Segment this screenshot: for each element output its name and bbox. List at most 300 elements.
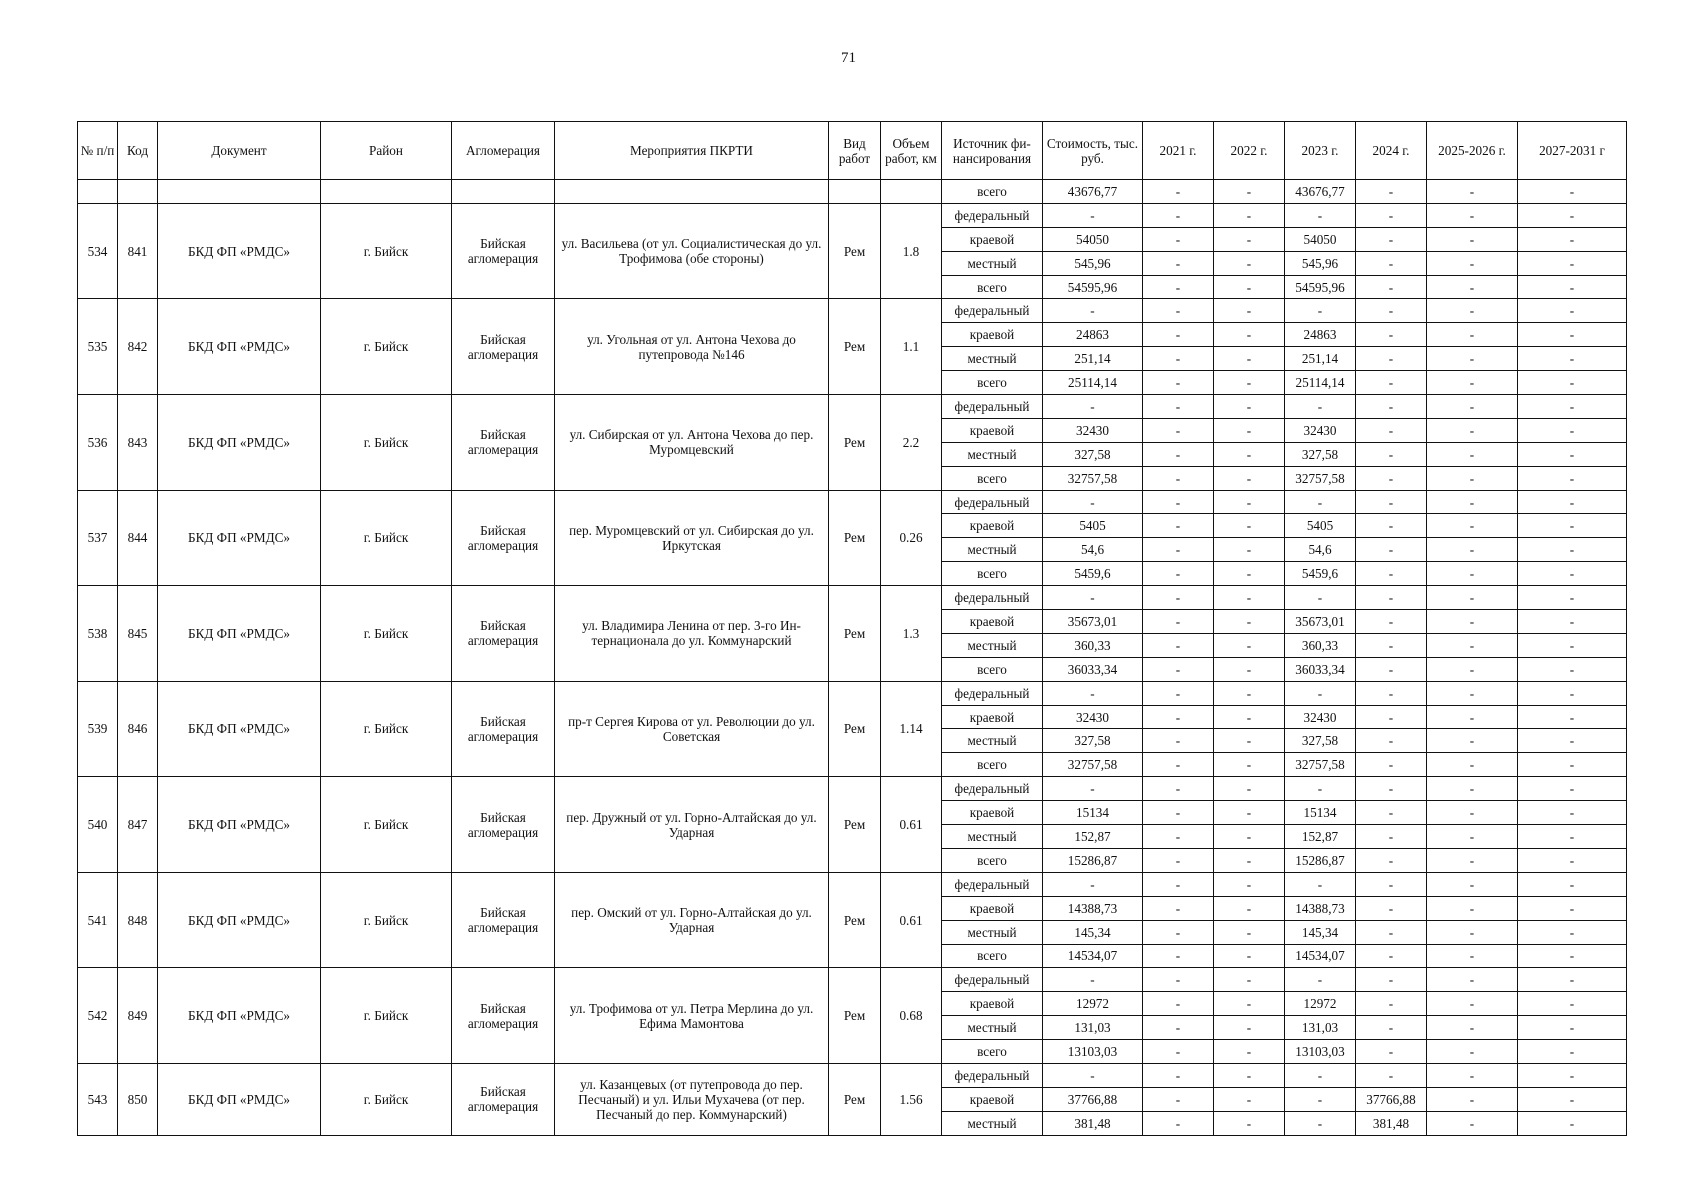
- value-cell: -: [1518, 514, 1627, 538]
- value-cell: -: [1518, 681, 1627, 705]
- funding-source-cell: местный: [942, 442, 1043, 466]
- project-work-type: Рем: [829, 872, 881, 968]
- header-cell: Вид работ: [829, 122, 881, 180]
- value-cell: -: [1427, 753, 1518, 777]
- project-agglomeration: Бийская агломерация: [452, 586, 555, 682]
- header-cell: № п/п: [78, 122, 118, 180]
- value-cell: -: [1143, 633, 1214, 657]
- value-cell: 54050: [1285, 227, 1356, 251]
- value-cell: 32430: [1285, 418, 1356, 442]
- value-cell: -: [1427, 251, 1518, 275]
- value-cell: -: [1143, 299, 1214, 323]
- value-cell: -: [1285, 1063, 1356, 1087]
- value-cell: -: [1043, 490, 1143, 514]
- project-number: 541: [78, 872, 118, 968]
- value-cell: -: [1143, 1087, 1214, 1111]
- project-agglomeration: Бийская агломерация: [452, 203, 555, 299]
- funding-source-cell: федеральный: [942, 395, 1043, 419]
- table-row: [78, 872, 1627, 896]
- value-cell: -: [1285, 968, 1356, 992]
- project-event: пер. Омский от ул. Горно-Алтайская до ул. Ударная: [555, 872, 829, 968]
- header-cell: Стоимость, тыс. руб.: [1043, 122, 1143, 180]
- value-cell: -: [1214, 657, 1285, 681]
- value-cell: 327,58: [1043, 729, 1143, 753]
- value-cell: -: [1427, 848, 1518, 872]
- value-cell: -: [1356, 466, 1427, 490]
- funding-source-cell: всего: [942, 562, 1043, 586]
- value-cell: 43676,77: [1043, 180, 1143, 204]
- investment-table: [77, 121, 1627, 1136]
- value-cell: -: [1518, 633, 1627, 657]
- empty-cell: [829, 180, 881, 204]
- empty-cell: [881, 180, 942, 204]
- value-cell: -: [1518, 347, 1627, 371]
- funding-source-cell: федеральный: [942, 203, 1043, 227]
- value-cell: 14534,07: [1285, 944, 1356, 968]
- value-cell: -: [1043, 203, 1143, 227]
- funding-source-cell: местный: [942, 347, 1043, 371]
- value-cell: -: [1356, 1016, 1427, 1040]
- project-document: БКД ФП «РМДС»: [158, 490, 321, 586]
- value-cell: -: [1143, 418, 1214, 442]
- header-cell: Агломерация: [452, 122, 555, 180]
- value-cell: -: [1143, 1111, 1214, 1135]
- value-cell: -: [1143, 896, 1214, 920]
- value-cell: 25114,14: [1285, 371, 1356, 395]
- value-cell: -: [1427, 1063, 1518, 1087]
- value-cell: -: [1214, 968, 1285, 992]
- value-cell: -: [1143, 323, 1214, 347]
- value-cell: -: [1214, 442, 1285, 466]
- value-cell: -: [1143, 203, 1214, 227]
- value-cell: -: [1214, 896, 1285, 920]
- project-code: 843: [118, 395, 158, 491]
- value-cell: -: [1427, 180, 1518, 204]
- value-cell: -: [1356, 610, 1427, 634]
- value-cell: -: [1214, 227, 1285, 251]
- project-event: пер. Дружный от ул. Горно-Алтайская до ул. Ударная: [555, 777, 829, 873]
- value-cell: -: [1143, 992, 1214, 1016]
- value-cell: -: [1356, 657, 1427, 681]
- value-cell: -: [1143, 227, 1214, 251]
- funding-source-cell: федеральный: [942, 968, 1043, 992]
- funding-source-cell: местный: [942, 825, 1043, 849]
- value-cell: -: [1518, 371, 1627, 395]
- empty-cell: [452, 180, 555, 204]
- value-cell: -: [1043, 395, 1143, 419]
- value-cell: -: [1214, 825, 1285, 849]
- project-code: 846: [118, 681, 158, 777]
- value-cell: -: [1285, 203, 1356, 227]
- value-cell: 25114,14: [1043, 371, 1143, 395]
- value-cell: 14388,73: [1043, 896, 1143, 920]
- value-cell: 37766,88: [1356, 1087, 1427, 1111]
- funding-source-cell: федеральный: [942, 586, 1043, 610]
- table-row: [78, 299, 1627, 323]
- header-cell: 2022 г.: [1214, 122, 1285, 180]
- value-cell: -: [1356, 992, 1427, 1016]
- project-volume: 1.56: [881, 1063, 942, 1135]
- value-cell: 36033,34: [1285, 657, 1356, 681]
- value-cell: -: [1214, 1087, 1285, 1111]
- project-district: г. Бийск: [321, 777, 452, 873]
- project-agglomeration: Бийская агломерация: [452, 1063, 555, 1135]
- value-cell: -: [1356, 729, 1427, 753]
- value-cell: 32757,58: [1285, 466, 1356, 490]
- value-cell: -: [1427, 586, 1518, 610]
- funding-source-cell: краевой: [942, 323, 1043, 347]
- funding-source-cell: местный: [942, 538, 1043, 562]
- project-agglomeration: Бийская агломерация: [452, 299, 555, 395]
- table-row: [78, 586, 1627, 610]
- table-row-continuation: [78, 180, 1627, 204]
- header-cell: Документ: [158, 122, 321, 180]
- value-cell: -: [1427, 1111, 1518, 1135]
- value-cell: -: [1427, 299, 1518, 323]
- header-cell: Объем работ, км: [881, 122, 942, 180]
- value-cell: -: [1518, 848, 1627, 872]
- value-cell: 545,96: [1285, 251, 1356, 275]
- funding-source-cell: местный: [942, 920, 1043, 944]
- project-volume: 1.1: [881, 299, 942, 395]
- value-cell: -: [1518, 729, 1627, 753]
- value-cell: -: [1143, 371, 1214, 395]
- project-document: БКД ФП «РМДС»: [158, 395, 321, 491]
- value-cell: -: [1518, 562, 1627, 586]
- value-cell: 381,48: [1356, 1111, 1427, 1135]
- value-cell: -: [1143, 657, 1214, 681]
- value-cell: -: [1518, 323, 1627, 347]
- value-cell: -: [1427, 227, 1518, 251]
- project-code: 845: [118, 586, 158, 682]
- value-cell: 251,14: [1043, 347, 1143, 371]
- funding-source-cell: федеральный: [942, 777, 1043, 801]
- value-cell: -: [1518, 968, 1627, 992]
- value-cell: 14388,73: [1285, 896, 1356, 920]
- value-cell: -: [1427, 562, 1518, 586]
- value-cell: 14534,07: [1043, 944, 1143, 968]
- value-cell: -: [1427, 1016, 1518, 1040]
- value-cell: -: [1143, 920, 1214, 944]
- value-cell: -: [1518, 251, 1627, 275]
- value-cell: 15286,87: [1043, 848, 1143, 872]
- project-district: г. Бийск: [321, 586, 452, 682]
- value-cell: 36033,34: [1043, 657, 1143, 681]
- value-cell: -: [1356, 180, 1427, 204]
- value-cell: -: [1214, 466, 1285, 490]
- value-cell: -: [1518, 753, 1627, 777]
- project-agglomeration: Бийская агломерация: [452, 968, 555, 1064]
- funding-source-cell: краевой: [942, 896, 1043, 920]
- empty-cell: [158, 180, 321, 204]
- funding-source-cell: федеральный: [942, 490, 1043, 514]
- value-cell: 24863: [1285, 323, 1356, 347]
- value-cell: -: [1427, 347, 1518, 371]
- project-volume: 0.61: [881, 872, 942, 968]
- header-cell: 2024 г.: [1356, 122, 1427, 180]
- table-row: [78, 490, 1627, 514]
- value-cell: -: [1356, 227, 1427, 251]
- value-cell: -: [1214, 681, 1285, 705]
- value-cell: 32430: [1285, 705, 1356, 729]
- value-cell: 131,03: [1285, 1016, 1356, 1040]
- project-work-type: Рем: [829, 777, 881, 873]
- funding-source-cell: краевой: [942, 705, 1043, 729]
- value-cell: -: [1285, 490, 1356, 514]
- value-cell: -: [1214, 872, 1285, 896]
- value-cell: -: [1427, 203, 1518, 227]
- value-cell: -: [1214, 1063, 1285, 1087]
- value-cell: 152,87: [1043, 825, 1143, 849]
- value-cell: 15134: [1043, 801, 1143, 825]
- value-cell: -: [1143, 251, 1214, 275]
- value-cell: -: [1518, 1016, 1627, 1040]
- value-cell: -: [1143, 442, 1214, 466]
- value-cell: -: [1518, 657, 1627, 681]
- project-volume: 1.14: [881, 681, 942, 777]
- value-cell: -: [1427, 442, 1518, 466]
- value-cell: -: [1214, 395, 1285, 419]
- value-cell: -: [1214, 705, 1285, 729]
- project-event: пр-т Сергея Кирова от ул. Революции до ул. Советская: [555, 681, 829, 777]
- project-district: г. Бийск: [321, 299, 452, 395]
- funding-source-cell: местный: [942, 1111, 1043, 1135]
- project-volume: 1.3: [881, 586, 942, 682]
- project-district: г. Бийск: [321, 1063, 452, 1135]
- funding-source-cell: краевой: [942, 992, 1043, 1016]
- value-cell: -: [1427, 968, 1518, 992]
- value-cell: -: [1285, 777, 1356, 801]
- project-work-type: Рем: [829, 490, 881, 586]
- value-cell: -: [1356, 896, 1427, 920]
- value-cell: -: [1356, 920, 1427, 944]
- value-cell: -: [1427, 729, 1518, 753]
- value-cell: -: [1143, 180, 1214, 204]
- project-document: БКД ФП «РМДС»: [158, 968, 321, 1064]
- funding-source-cell: местный: [942, 633, 1043, 657]
- value-cell: -: [1043, 681, 1143, 705]
- header-cell: Мероприятия ПКРТИ: [555, 122, 829, 180]
- value-cell: -: [1356, 275, 1427, 299]
- value-cell: -: [1427, 490, 1518, 514]
- project-number: 542: [78, 968, 118, 1064]
- page-number: 71: [841, 50, 856, 66]
- project-event: ул. Угольная от ул. Антона Чехова до путепровода №146: [555, 299, 829, 395]
- value-cell: -: [1518, 801, 1627, 825]
- header-row: [78, 122, 1627, 180]
- table-body: [78, 180, 1627, 1136]
- project-agglomeration: Бийская агломерация: [452, 490, 555, 586]
- value-cell: -: [1518, 275, 1627, 299]
- value-cell: -: [1427, 705, 1518, 729]
- value-cell: -: [1285, 395, 1356, 419]
- value-cell: -: [1518, 944, 1627, 968]
- value-cell: -: [1518, 992, 1627, 1016]
- value-cell: -: [1427, 681, 1518, 705]
- funding-source-cell: федеральный: [942, 1063, 1043, 1087]
- value-cell: 54,6: [1043, 538, 1143, 562]
- value-cell: -: [1356, 1040, 1427, 1064]
- project-district: г. Бийск: [321, 203, 452, 299]
- funding-source-cell: федеральный: [942, 681, 1043, 705]
- value-cell: -: [1518, 466, 1627, 490]
- value-cell: 54050: [1043, 227, 1143, 251]
- project-code: 848: [118, 872, 158, 968]
- value-cell: -: [1356, 442, 1427, 466]
- value-cell: -: [1143, 777, 1214, 801]
- value-cell: -: [1518, 1111, 1627, 1135]
- value-cell: -: [1043, 1063, 1143, 1087]
- project-event: ул. Казанцевых (от путепровода до пер. Песчаный) и ул. Ильи Мухачева (от пер. Песчаный до пер. Коммунарский): [555, 1063, 829, 1135]
- value-cell: -: [1214, 371, 1285, 395]
- value-cell: -: [1043, 299, 1143, 323]
- value-cell: -: [1214, 1040, 1285, 1064]
- project-work-type: Рем: [829, 1063, 881, 1135]
- value-cell: 54595,96: [1043, 275, 1143, 299]
- value-cell: -: [1427, 920, 1518, 944]
- value-cell: -: [1285, 1087, 1356, 1111]
- value-cell: -: [1518, 538, 1627, 562]
- value-cell: -: [1356, 514, 1427, 538]
- value-cell: 327,58: [1285, 442, 1356, 466]
- value-cell: -: [1356, 299, 1427, 323]
- funding-source-cell: местный: [942, 1016, 1043, 1040]
- project-event: ул. Трофимова от ул. Петра Мерлина до ул. Ефима Мамонтова: [555, 968, 829, 1064]
- value-cell: -: [1518, 777, 1627, 801]
- project-district: г. Бийск: [321, 395, 452, 491]
- value-cell: 12972: [1285, 992, 1356, 1016]
- value-cell: -: [1427, 633, 1518, 657]
- value-cell: -: [1427, 992, 1518, 1016]
- project-code: 850: [118, 1063, 158, 1135]
- value-cell: -: [1427, 371, 1518, 395]
- value-cell: -: [1143, 1016, 1214, 1040]
- value-cell: -: [1143, 347, 1214, 371]
- funding-source-cell: краевой: [942, 1087, 1043, 1111]
- value-cell: -: [1214, 418, 1285, 442]
- value-cell: -: [1214, 848, 1285, 872]
- value-cell: -: [1356, 538, 1427, 562]
- project-number: 540: [78, 777, 118, 873]
- value-cell: -: [1143, 729, 1214, 753]
- project-number: 539: [78, 681, 118, 777]
- value-cell: -: [1427, 896, 1518, 920]
- value-cell: -: [1214, 347, 1285, 371]
- value-cell: -: [1356, 681, 1427, 705]
- table-row: [78, 203, 1627, 227]
- project-work-type: Рем: [829, 395, 881, 491]
- value-cell: -: [1518, 299, 1627, 323]
- value-cell: 32757,58: [1285, 753, 1356, 777]
- project-work-type: Рем: [829, 968, 881, 1064]
- project-event: пер. Муромцевский от ул. Сибирская до ул. Иркутская: [555, 490, 829, 586]
- table-row: [78, 395, 1627, 419]
- value-cell: -: [1143, 848, 1214, 872]
- value-cell: -: [1043, 872, 1143, 896]
- header-cell: Район: [321, 122, 452, 180]
- value-cell: -: [1143, 395, 1214, 419]
- value-cell: -: [1214, 538, 1285, 562]
- value-cell: -: [1214, 1016, 1285, 1040]
- project-code: 847: [118, 777, 158, 873]
- value-cell: 32757,58: [1043, 753, 1143, 777]
- funding-source-cell: всего: [942, 753, 1043, 777]
- table-row: [78, 968, 1627, 992]
- value-cell: -: [1214, 203, 1285, 227]
- value-cell: -: [1427, 872, 1518, 896]
- project-number: 537: [78, 490, 118, 586]
- value-cell: -: [1143, 490, 1214, 514]
- value-cell: -: [1427, 610, 1518, 634]
- value-cell: -: [1214, 1111, 1285, 1135]
- value-cell: -: [1214, 992, 1285, 1016]
- value-cell: -: [1214, 920, 1285, 944]
- value-cell: -: [1356, 586, 1427, 610]
- funding-source-cell: краевой: [942, 610, 1043, 634]
- value-cell: -: [1518, 586, 1627, 610]
- value-cell: 545,96: [1043, 251, 1143, 275]
- value-cell: всего: [942, 180, 1043, 204]
- value-cell: -: [1518, 896, 1627, 920]
- project-agglomeration: Бийская агломерация: [452, 777, 555, 873]
- value-cell: -: [1518, 705, 1627, 729]
- value-cell: -: [1285, 681, 1356, 705]
- funding-source-cell: всего: [942, 944, 1043, 968]
- value-cell: -: [1518, 490, 1627, 514]
- empty-cell: [321, 180, 452, 204]
- project-number: 538: [78, 586, 118, 682]
- project-event: ул. Сибирская от ул. Антона Чехова до пер. Муромцевский: [555, 395, 829, 491]
- value-cell: -: [1356, 872, 1427, 896]
- value-cell: -: [1518, 825, 1627, 849]
- value-cell: 327,58: [1043, 442, 1143, 466]
- project-document: БКД ФП «РМДС»: [158, 586, 321, 682]
- project-work-type: Рем: [829, 586, 881, 682]
- value-cell: -: [1356, 562, 1427, 586]
- header-cell: Код: [118, 122, 158, 180]
- value-cell: 32430: [1043, 418, 1143, 442]
- value-cell: -: [1214, 777, 1285, 801]
- funding-source-cell: всего: [942, 466, 1043, 490]
- project-work-type: Рем: [829, 299, 881, 395]
- value-cell: 15134: [1285, 801, 1356, 825]
- value-cell: -: [1518, 227, 1627, 251]
- value-cell: -: [1427, 825, 1518, 849]
- value-cell: -: [1143, 538, 1214, 562]
- value-cell: -: [1356, 944, 1427, 968]
- value-cell: -: [1143, 681, 1214, 705]
- funding-source-cell: всего: [942, 275, 1043, 299]
- value-cell: -: [1285, 1111, 1356, 1135]
- funding-source-cell: федеральный: [942, 872, 1043, 896]
- value-cell: -: [1214, 944, 1285, 968]
- value-cell: -: [1356, 203, 1427, 227]
- value-cell: -: [1214, 323, 1285, 347]
- value-cell: 381,48: [1043, 1111, 1143, 1135]
- project-document: БКД ФП «РМДС»: [158, 681, 321, 777]
- project-event: ул. Владимира Ленина от пер. 3-го Ин- тернационала до ул. Коммунарский: [555, 586, 829, 682]
- value-cell: -: [1214, 610, 1285, 634]
- project-volume: 1.8: [881, 203, 942, 299]
- value-cell: -: [1043, 777, 1143, 801]
- funding-source-cell: местный: [942, 729, 1043, 753]
- value-cell: -: [1427, 1040, 1518, 1064]
- value-cell: -: [1518, 1063, 1627, 1087]
- value-cell: -: [1214, 275, 1285, 299]
- value-cell: -: [1356, 490, 1427, 514]
- project-event: ул. Васильева (от ул. Социалистическая до ул. Трофимова (обе стороны): [555, 203, 829, 299]
- project-number: 535: [78, 299, 118, 395]
